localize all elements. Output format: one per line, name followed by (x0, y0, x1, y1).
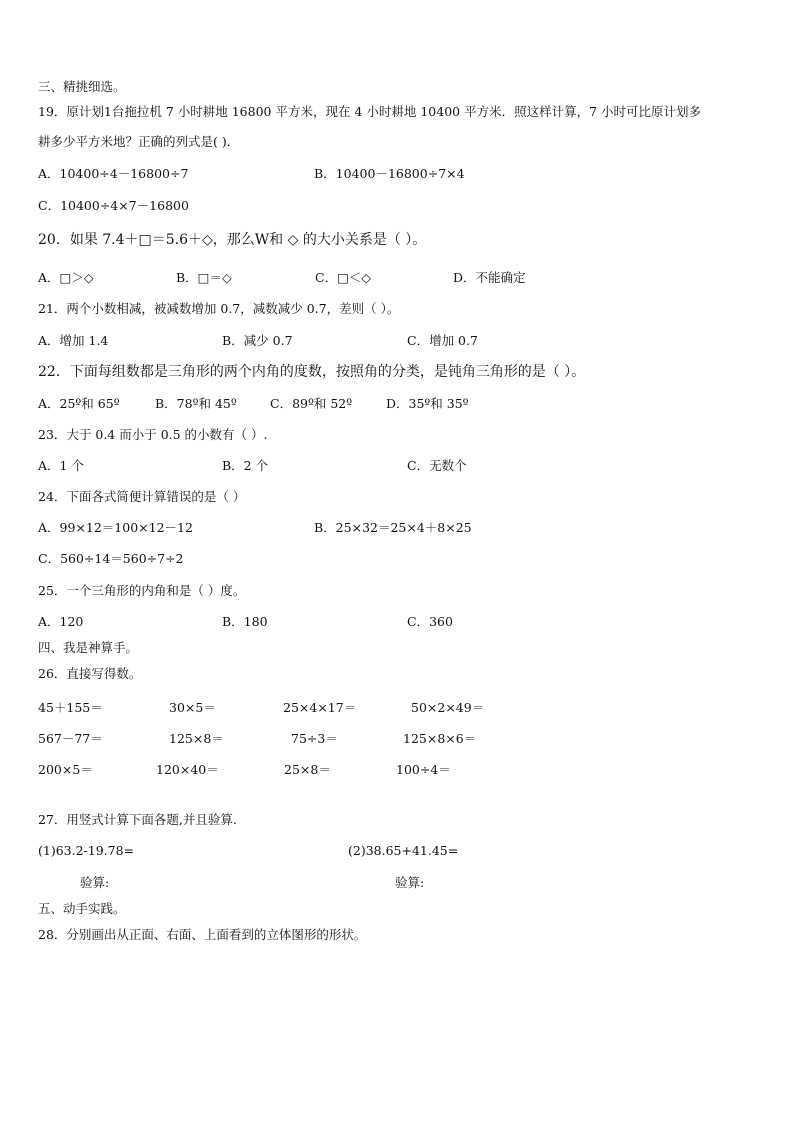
option-a[interactable]: A．增加 1.4 (38, 333, 109, 348)
option-a[interactable]: A．1 个 (38, 458, 84, 473)
calc-item: 75÷3＝ (291, 731, 338, 746)
section-5-title: 五、动手实践。 (38, 901, 126, 916)
question-26: 26．直接写得数。 (38, 666, 142, 681)
calc-item: 100÷4＝ (396, 762, 451, 777)
option-b[interactable]: B．□＝◇ (176, 270, 232, 285)
question-22: 22．下面每组数都是三角形的两个内角的度数，按照角的分类，是钝角三角形的是（ ）。 (38, 364, 586, 380)
option-a[interactable]: A．120 (38, 614, 84, 629)
option-b[interactable]: B．78º和 45º (155, 396, 237, 411)
option-a[interactable]: A．10400÷4－16800÷7 (38, 166, 189, 181)
question-19-line2: 耕多少平方米地？正确的列式是( )． (38, 134, 240, 149)
option-a[interactable]: A．25º和 65º (38, 396, 120, 411)
option-c[interactable]: C．10400÷4×7－16800 (38, 198, 189, 213)
calc-item: 25×8＝ (284, 762, 331, 777)
calc-item: 120×40＝ (156, 762, 219, 777)
option-b[interactable]: B．25×32＝25×4＋8×25 (314, 520, 472, 535)
option-a[interactable]: A．□＞◇ (38, 270, 94, 285)
calc-item: 567－77＝ (38, 731, 103, 746)
calc-item: 125×8＝ (169, 731, 224, 746)
option-c[interactable]: C．□＜◇ (315, 270, 371, 285)
calc-item-1: (1)63.2-19.78= (38, 843, 135, 858)
question-21: 21．两个小数相减，被减数增加 0.7，减数减少 0.7，差则（ ）。 (38, 301, 400, 316)
option-c[interactable]: C．无数个 (407, 458, 467, 473)
calc-item: 200×5＝ (38, 762, 93, 777)
option-b[interactable]: B．180 (222, 614, 268, 629)
calc-item: 125×8×6＝ (403, 731, 477, 746)
question-19-line1: 19．原计划1台拖拉机 7 小时耕地 16800 平方米，现在 4 小时耕地 10400 平方米．照这样计算，7 小时可比原计划多 (38, 104, 702, 119)
option-d[interactable]: D．不能确定 (453, 270, 526, 285)
section-4-title: 四、我是神算手。 (38, 640, 139, 655)
option-b[interactable]: B．2 个 (222, 458, 269, 473)
check-label-1: 验算: (80, 875, 110, 890)
option-c[interactable]: C．89º和 52º (270, 396, 353, 411)
question-27: 27．用竖式计算下面各题,并且验算. (38, 812, 237, 827)
question-24: 24．下面各式简便计算错误的是（ ） (38, 489, 246, 504)
option-a[interactable]: A．99×12＝100×12－12 (38, 520, 193, 535)
option-c[interactable]: C．增加 0.7 (407, 333, 478, 348)
question-25: 25．一个三角形的内角和是（ ）度。 (38, 583, 246, 598)
calc-item: 50×2×49＝ (411, 700, 485, 715)
question-20: 20．如果 7.4＋□＝5.6＋◇，那么W和 ◇ 的大小关系是（ ）。 (38, 232, 427, 248)
option-d[interactable]: D．35º和 35º (386, 396, 469, 411)
calc-item-2: (2)38.65+41.45= (348, 843, 459, 858)
option-b[interactable]: B．减少 0.7 (222, 333, 293, 348)
check-label-2: 验算: (395, 875, 425, 890)
calc-item: 30×5＝ (169, 700, 216, 715)
question-28: 28．分别画出从正面、右面、上面看到的立体图形的形状。 (38, 927, 367, 942)
calc-item: 25×4×17＝ (283, 700, 357, 715)
calc-item: 45＋155＝ (38, 700, 103, 715)
question-23: 23．大于 0.4 而小于 0.5 的小数有（ ）. (38, 427, 268, 442)
section-3-title: 三、精挑细选。 (38, 79, 126, 94)
option-c[interactable]: C．560÷14＝560÷7÷2 (38, 551, 184, 566)
option-c[interactable]: C．360 (407, 614, 453, 629)
option-b[interactable]: B．10400－16800÷7×4 (314, 166, 465, 181)
